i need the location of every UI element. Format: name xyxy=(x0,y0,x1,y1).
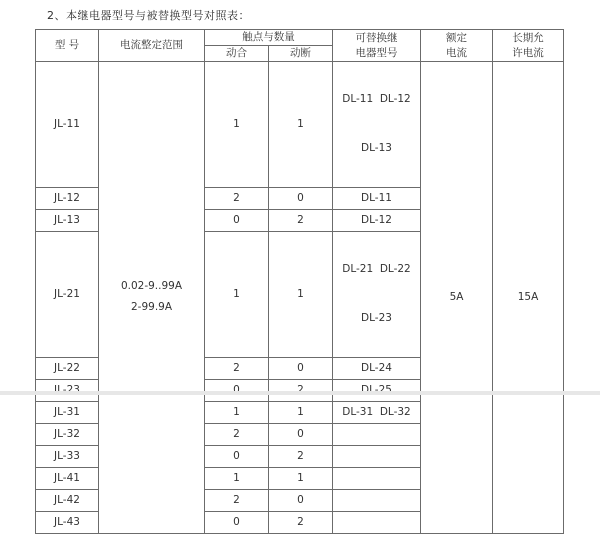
replace-cell xyxy=(333,467,421,489)
replace-cell: DL-31 DL-32 xyxy=(333,401,421,423)
model-cell: JL-43 xyxy=(36,511,99,533)
model-cell: JL-12 xyxy=(36,187,99,209)
model-cell: JL-21 xyxy=(36,231,99,357)
replace-cell xyxy=(333,423,421,445)
model-cell: JL-22 xyxy=(36,357,99,379)
nc-cell: 2 xyxy=(269,209,333,231)
page-bottom-edge xyxy=(0,391,600,395)
no-cell: 2 xyxy=(205,423,269,445)
nc-cell: 1 xyxy=(269,231,333,357)
no-cell: 1 xyxy=(205,401,269,423)
col-header-rated: 额定 电流 xyxy=(421,30,493,62)
model-cell: JL-32 xyxy=(36,423,99,445)
nc-cell: 0 xyxy=(269,423,333,445)
replace-cell: DL-11 DL-12 DL-13 xyxy=(333,62,421,188)
replace-cell xyxy=(333,511,421,533)
replace-cell xyxy=(333,489,421,511)
col-header-nc: 动断 xyxy=(269,46,333,62)
no-cell: 1 xyxy=(205,62,269,188)
model-cell: JL-31 xyxy=(36,401,99,423)
page-title: 2、本继电器型号与被替换型号对照表： xyxy=(47,9,250,22)
replace-cell: DL-12 xyxy=(333,209,421,231)
model-cell: JL-41 xyxy=(36,467,99,489)
rated-current-cell: 5A xyxy=(421,62,493,534)
model-cell: JL-13 xyxy=(36,209,99,231)
nc-cell: 2 xyxy=(269,445,333,467)
table-row xyxy=(36,62,564,188)
col-header-longterm: 长期允 许电流 xyxy=(493,30,564,62)
no-cell: 1 xyxy=(205,467,269,489)
col-header-no: 动合 xyxy=(205,46,269,62)
nc-cell: 1 xyxy=(269,401,333,423)
nc-cell: 0 xyxy=(269,357,333,379)
no-cell: 0 xyxy=(205,209,269,231)
no-cell: 2 xyxy=(205,489,269,511)
nc-cell: 2 xyxy=(269,511,333,533)
nc-cell: 0 xyxy=(269,187,333,209)
replace-cell: DL-24 xyxy=(333,357,421,379)
nc-cell: 1 xyxy=(269,467,333,489)
replace-cell: DL-11 xyxy=(333,187,421,209)
col-header-replace: 可替换继 电器型号 xyxy=(333,30,421,62)
col-header-model: 型 号 xyxy=(36,30,99,62)
nc-cell: 1 xyxy=(269,62,333,188)
nc-cell: 0 xyxy=(269,489,333,511)
no-cell: 2 xyxy=(205,187,269,209)
no-cell: 2 xyxy=(205,357,269,379)
no-cell: 0 xyxy=(205,445,269,467)
model-cell: JL-42 xyxy=(36,489,99,511)
no-cell: 1 xyxy=(205,231,269,357)
relay-comparison-table xyxy=(35,29,564,534)
model-cell: JL-11 xyxy=(36,62,99,188)
no-cell: 0 xyxy=(205,511,269,533)
replace-cell: DL-21 DL-22 DL-23 xyxy=(333,231,421,357)
longterm-current-cell: 15A xyxy=(493,62,564,534)
col-header-contacts: 触点与数量 xyxy=(205,30,333,46)
replace-cell xyxy=(333,445,421,467)
range-cell: 0.02-9..99A 2-99.9A xyxy=(99,62,205,534)
col-header-range: 电流整定范围 xyxy=(99,30,205,62)
model-cell: JL-33 xyxy=(36,445,99,467)
